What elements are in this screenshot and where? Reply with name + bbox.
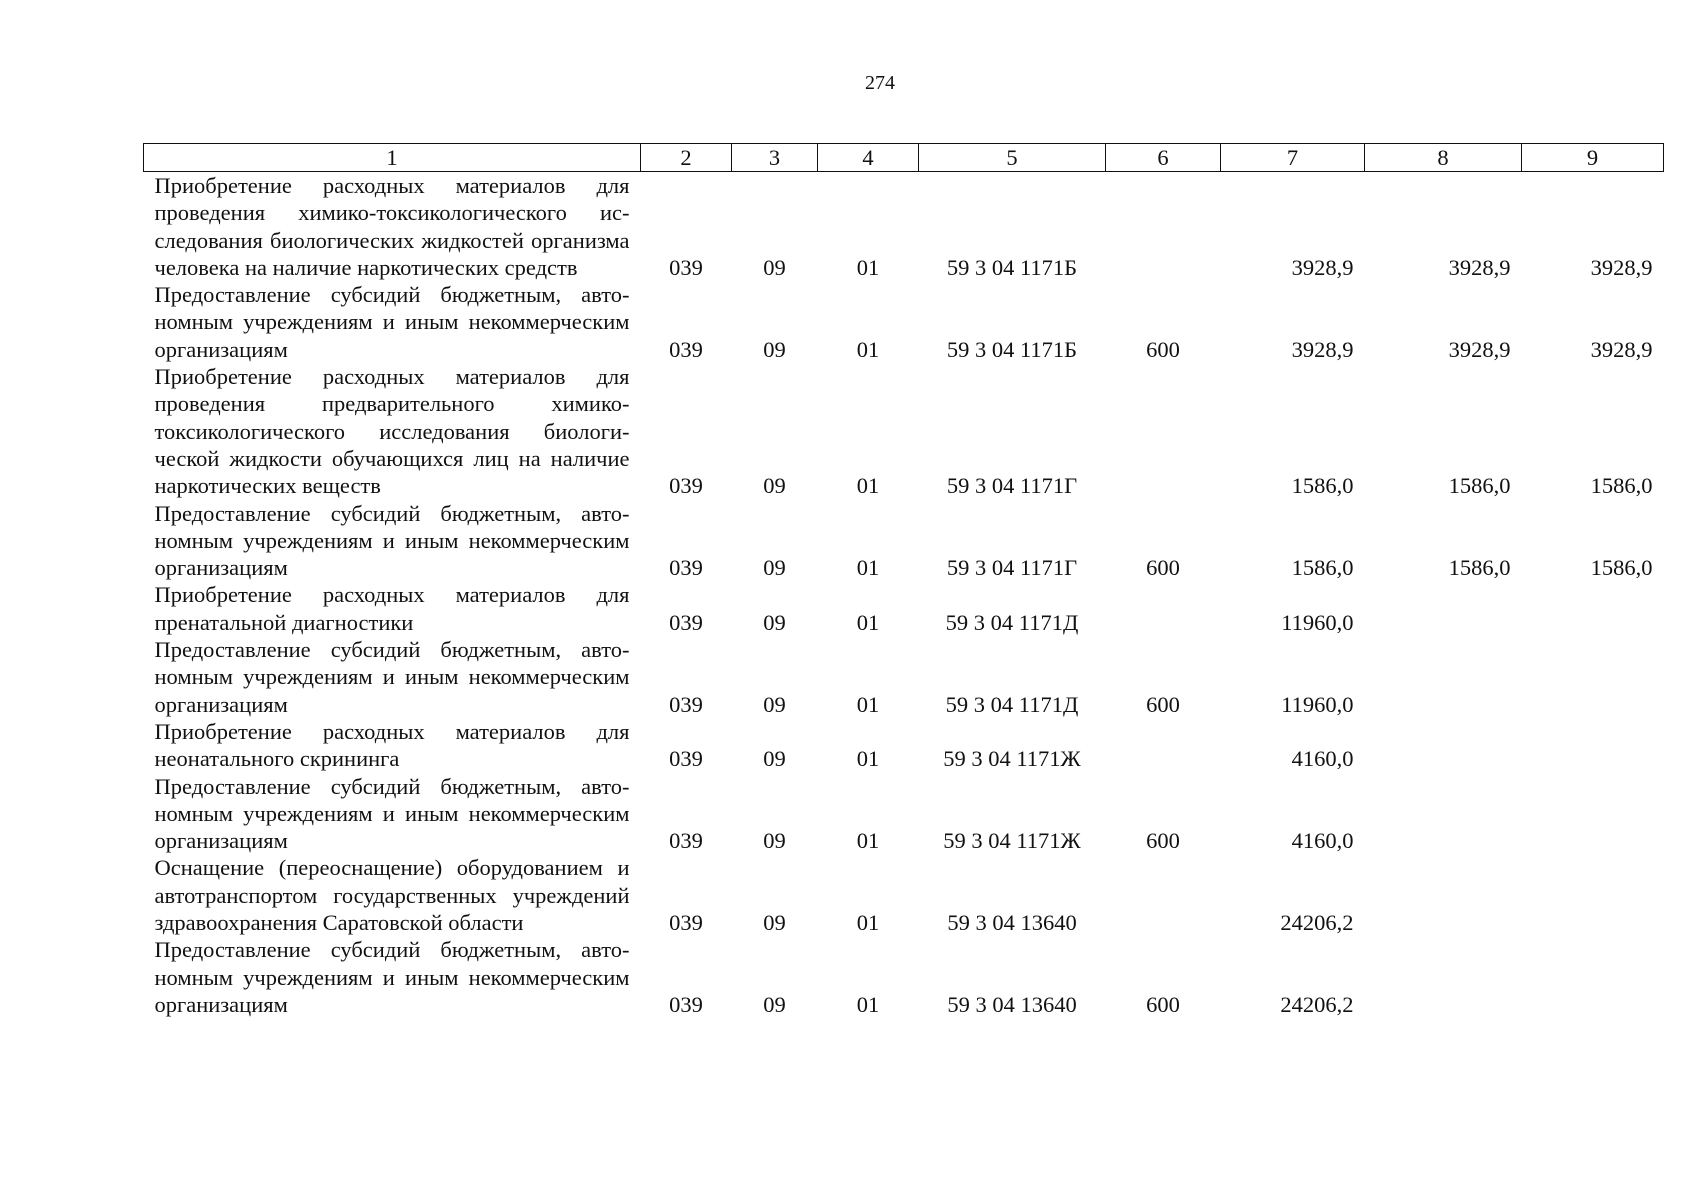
subsection-code: 01 <box>856 910 880 936</box>
row-description: Приобретение расходных материалов для неонатального скрининга <box>154 718 630 772</box>
amount-column-9 <box>1522 581 1664 636</box>
amount-column-8: 1586,0 <box>1448 555 1511 581</box>
ministry-code: 039 <box>669 609 703 635</box>
target-article-code: 59 3 04 1171Ж <box>943 828 1081 854</box>
section-code: 09 <box>763 254 786 280</box>
amount-column-9: 1586,0 <box>1590 473 1653 499</box>
amount-column-8 <box>1365 718 1522 773</box>
table-row <box>144 773 1664 855</box>
amount-column-7: 11960,0 <box>1281 609 1354 635</box>
section-code: 09 <box>763 828 786 854</box>
page-number: 274 <box>865 72 895 94</box>
target-article-code: 59 3 04 1171Б <box>946 336 1078 362</box>
section-code: 09 <box>763 555 786 581</box>
ministry-code: 039 <box>669 336 703 362</box>
amount-column-7: 4160,0 <box>1291 828 1354 854</box>
target-article-code: 59 3 04 1171Г <box>946 555 1078 581</box>
expense-type-code <box>1106 718 1221 773</box>
amount-column-9 <box>1522 854 1664 936</box>
table-body <box>144 172 1664 1019</box>
amount-column-9: 3928,9 <box>1590 336 1653 362</box>
expense-type-code <box>1106 854 1221 936</box>
table-row <box>144 281 1664 363</box>
amount-column-7: 11960,0 <box>1281 691 1354 717</box>
expense-type-code: 600 <box>1146 336 1180 362</box>
amount-column-8 <box>1365 773 1522 855</box>
column-header-5: 5 <box>919 144 1106 172</box>
amount-column-8 <box>1365 936 1522 1018</box>
amount-column-7: 24206,2 <box>1280 910 1354 936</box>
expense-type-code <box>1106 581 1221 636</box>
subsection-code: 01 <box>856 336 880 362</box>
target-article-code: 59 3 04 1171Г <box>946 473 1078 499</box>
amount-column-7: 24206,2 <box>1280 991 1354 1017</box>
table-row <box>144 581 1664 636</box>
section-code: 09 <box>763 910 786 936</box>
column-header-7: 7 <box>1221 144 1365 172</box>
row-description: Приобретение расходных материалов для пренатальной диагностики <box>154 582 630 635</box>
ministry-code: 039 <box>669 691 703 717</box>
column-header-6: 6 <box>1106 144 1221 172</box>
amount-column-9 <box>1522 773 1664 855</box>
target-article-code: 59 3 04 1171Б <box>946 254 1078 280</box>
expense-type-code <box>1106 363 1221 499</box>
row-description: Предоставление субсидий бюджетным, автономным учреждениям и иным некоммерческим организациям <box>154 773 630 854</box>
target-article-code: 59 3 04 1171Ж <box>943 746 1081 772</box>
column-header-1: 1 <box>144 144 641 172</box>
ministry-code: 039 <box>669 555 703 581</box>
subsection-code: 01 <box>856 555 880 581</box>
row-description: Приобретение расходных материалов для проведения предварительного химико-токсикологического исследования биологической жидкости обучающихся лиц на наличие наркотических веществ <box>154 364 630 499</box>
target-article-code: 59 3 04 13640 <box>947 910 1077 936</box>
amount-column-8: 3928,9 <box>1448 254 1511 280</box>
section-code: 09 <box>763 991 786 1017</box>
target-article-code: 59 3 04 1171Д <box>945 691 1079 717</box>
ministry-code: 039 <box>669 473 703 499</box>
ministry-code: 039 <box>669 746 703 772</box>
amount-column-9 <box>1522 936 1664 1018</box>
subsection-code: 01 <box>856 473 880 499</box>
expense-type-code: 600 <box>1146 555 1180 581</box>
amount-column-7: 3928,9 <box>1291 254 1354 280</box>
table-row <box>144 854 1664 936</box>
target-article-code: 59 3 04 13640 <box>947 991 1077 1017</box>
amount-column-7: 3928,9 <box>1291 336 1354 362</box>
expense-type-code: 600 <box>1146 991 1180 1017</box>
table-row <box>144 363 1664 499</box>
table-row <box>144 718 1664 773</box>
subsection-code: 01 <box>856 746 880 772</box>
row-description: Приобретение расходных материалов для проведения химико-токсикологического исследования биологических жидкостей организма человека на наличие наркотических средств <box>154 173 630 280</box>
table-row <box>144 500 1664 582</box>
amount-column-7: 4160,0 <box>1291 746 1354 772</box>
amount-column-9: 3928,9 <box>1590 254 1653 280</box>
amount-column-7: 1586,0 <box>1291 555 1354 581</box>
amount-column-8 <box>1365 854 1522 936</box>
amount-column-9 <box>1522 718 1664 773</box>
section-code: 09 <box>763 336 786 362</box>
amount-column-9: 1586,0 <box>1590 555 1653 581</box>
ministry-code: 039 <box>669 910 703 936</box>
row-description: Предоставление субсидий бюджетным, автономным учреждениям и иным некоммерческим организациям <box>154 282 630 362</box>
amount-column-7: 1586,0 <box>1291 473 1354 499</box>
header-row <box>144 144 1664 172</box>
target-article-code: 59 3 04 1171Д <box>945 609 1079 635</box>
section-code: 09 <box>763 473 786 499</box>
amount-column-8 <box>1365 581 1522 636</box>
subsection-code: 01 <box>856 991 880 1017</box>
subsection-code: 01 <box>856 254 880 280</box>
section-code: 09 <box>763 746 786 772</box>
row-description: Предоставление субсидий бюджетным, автономным учреждениям и иным некоммерческим организациям <box>154 937 630 1017</box>
expense-type-code: 600 <box>1146 828 1180 854</box>
amount-column-8 <box>1365 636 1522 718</box>
ministry-code: 039 <box>669 828 703 854</box>
expense-type-code: 600 <box>1146 691 1180 717</box>
ministry-code: 039 <box>669 991 703 1017</box>
row-description: Предоставление субсидий бюджетным, автономным учреждениям и иным некоммерческим организациям <box>154 637 630 717</box>
section-code: 09 <box>763 609 786 635</box>
row-description: Предоставление субсидий бюджетным, автономным учреждениям и иным некоммерческим организациям <box>154 500 630 581</box>
table-row <box>144 636 1664 718</box>
budget-table <box>143 143 1664 1018</box>
column-header-3: 3 <box>732 144 818 172</box>
table-row <box>144 936 1664 1018</box>
row-description: Оснащение (переоснащение) оборудованием и автотранспортом государственных учреждений здравоохранения Саратовской области <box>154 855 630 936</box>
subsection-code: 01 <box>856 609 880 635</box>
amount-column-8: 3928,9 <box>1448 336 1511 362</box>
expense-type-code <box>1106 172 1221 282</box>
amount-column-8: 1586,0 <box>1448 473 1511 499</box>
table-row <box>144 172 1664 282</box>
subsection-code: 01 <box>856 691 880 717</box>
column-header-2: 2 <box>641 144 732 172</box>
column-header-4: 4 <box>818 144 919 172</box>
table-header <box>144 144 1664 172</box>
amount-column-9 <box>1522 636 1664 718</box>
subsection-code: 01 <box>856 828 880 854</box>
column-header-8: 8 <box>1365 144 1522 172</box>
column-header-9: 9 <box>1522 144 1664 172</box>
ministry-code: 039 <box>669 254 703 280</box>
section-code: 09 <box>763 691 786 717</box>
